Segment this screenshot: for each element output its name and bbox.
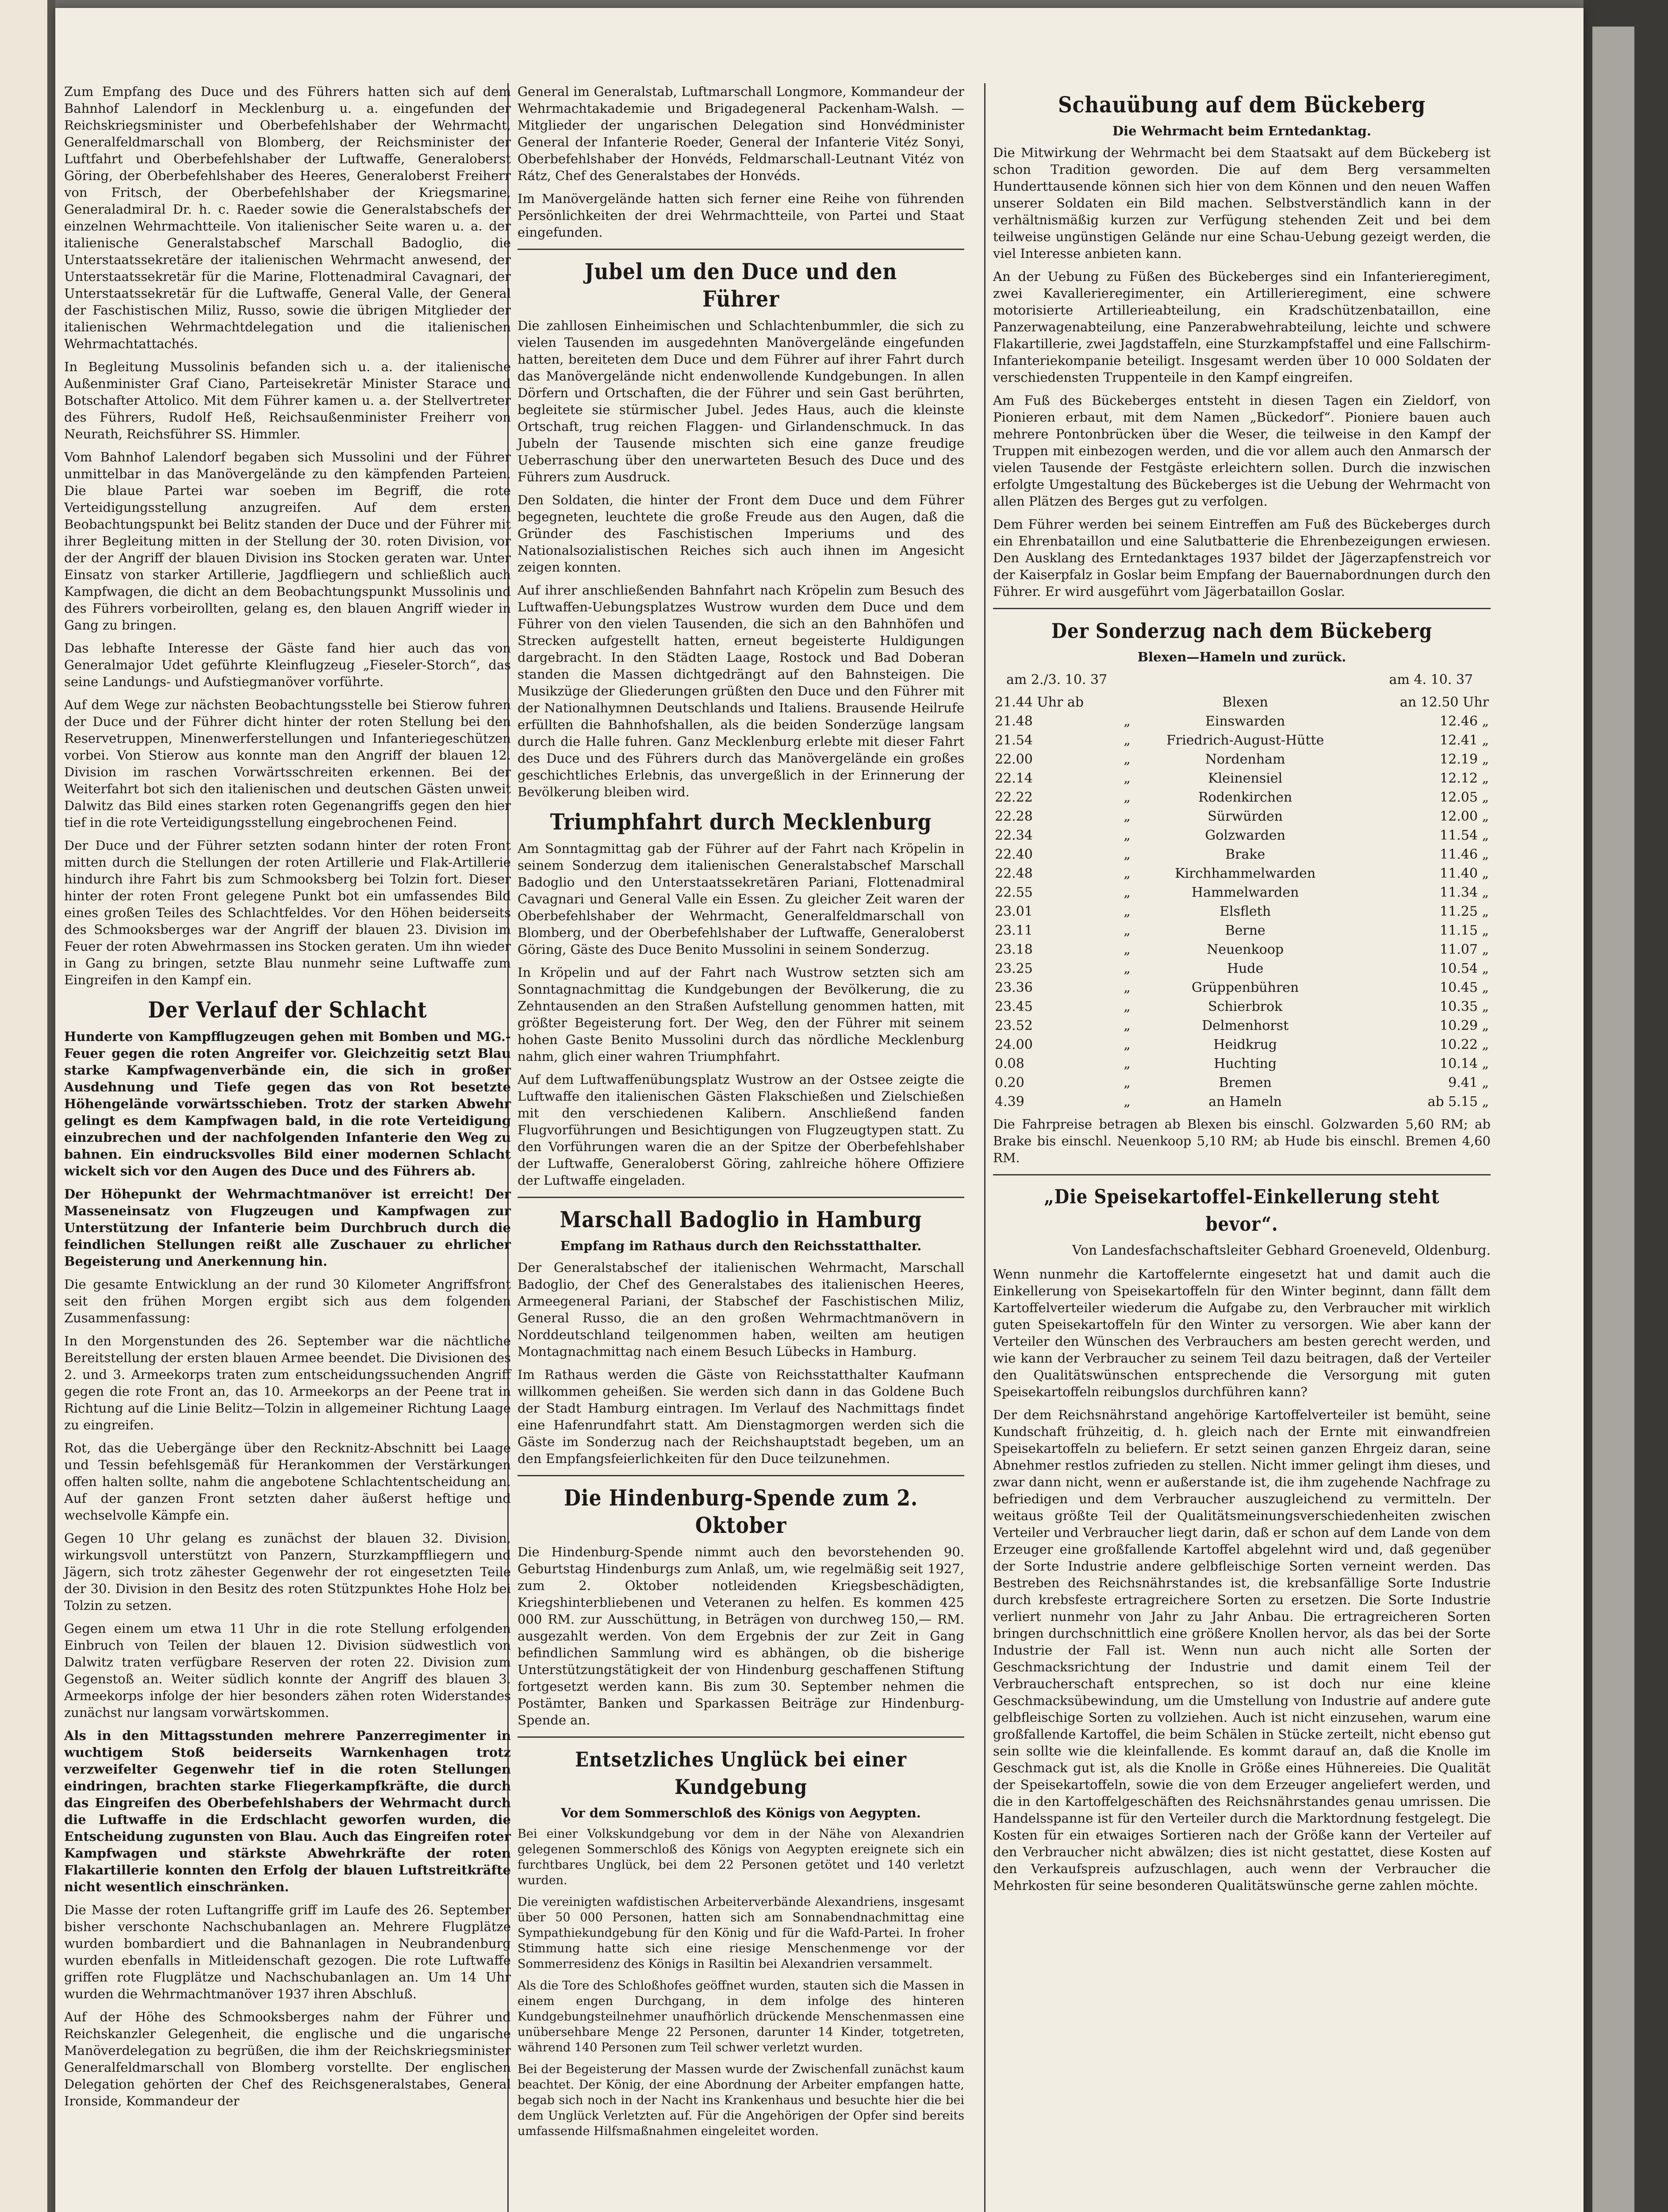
article-paragraph: Als in den Mittagsstunden mehrere Panzerregimenter in wuchtigem Stoß beiderseits Warnkenhagen trotz verzweifelter Gegenwehr tief in die roten Stellungen eindringen, brachten starke Fliegerkampfkräfte, die durch das Eingreifen des Oberbefehlshabers der Wehrmacht durch die Luftwaffe in die Erdschlacht geworfen wurden, die Entscheidung zugunsten von Blau. Auch das Eingreifen roter Kampfwagen und stärkste Abwehrkräfte der roten Flakartillerie konnten den Erfolg der blauen Luftstreitkräfte nicht wesentlich einschränken. — [64, 1728, 511, 1894]
ditto-mark: „ — [1124, 809, 1131, 824]
return-time: 11.46 „ — [1440, 847, 1489, 862]
section-subheading: Vor dem Sommerschloß des Königs von Aegypten. — [561, 1805, 921, 1820]
return-time: 9.41 „ — [1448, 1075, 1489, 1091]
station-name: Rodenkirchen — [1198, 790, 1292, 805]
article-paragraph: Die zahllosen Einheimischen und Schlachtenbummler, die sich zu vielen Tausenden im ausgedehnten Manövergelände eingefunden hatten, bereiteten dem Duce und dem Führer auf ihrer Fahrt durch das Manövergelände nicht endenwollende Kundgebungen. In allen Dörfern und Ortschaften, die der Führer und sein Gast berührten, begleitete sie stürmischer Jubel. Jedes Haus, auch die kleinste Ortschaft, trug reichen Flaggen- und Girlandenschmuck. In das Jubeln der Tausende mischten sich eine ganze freudige Ueberraschung über den unerwarteten Besuch des Duce und des Führers zum Ausdruck. — [518, 318, 964, 484]
station-name: Blexen — [1222, 695, 1268, 710]
timetable-row — [993, 997, 1491, 1016]
departure-time: 22.34 — [995, 828, 1033, 843]
timetable-header-row — [993, 670, 1491, 693]
return-time: an 12.50 Uhr — [1400, 695, 1489, 710]
article-paragraph: In den Morgenstunden des 26. September war die nächtliche Bereitstellung der ersten blauen Armee beendet. Die Divisionen des 2. und 3. Armeekorps traten zum entscheidungssuchenden Angriff gegen die rote Front an, das 10. Armeekorps an der Peene trat in Richtung auf die Linie Belitz—Tolzin in allgemeiner Richtung Laage zu eingreifen. — [64, 1333, 511, 1432]
departure-time: 22.48 — [995, 866, 1033, 881]
ditto-mark: „ — [1124, 1056, 1131, 1071]
timetable-row — [993, 807, 1491, 826]
return-time: 11.40 „ — [1440, 866, 1489, 881]
station-name: Einswarden — [1205, 714, 1285, 729]
return-time: 10.14 „ — [1440, 1056, 1489, 1071]
station-name: Hammelwarden — [1191, 885, 1299, 900]
ditto-mark: „ — [1124, 1094, 1131, 1110]
return-time: 11.34 „ — [1440, 885, 1489, 900]
section-rule — [518, 249, 964, 250]
train-timetable — [993, 670, 1491, 1111]
column-3 — [993, 83, 1491, 1900]
article-paragraph: Im Rathaus werden die Gäste von Reichsstatthalter Kaufmann willkommen geheißen. Sie werden sich dann in das Goldene Buch der Stadt Hamburg eintragen. Im Verlauf des Nachmittags findet eine Hafenrundfahrt statt. Am Dienstagmorgen werden sich die Gäste im Sonderzug nach der Reichshauptstadt begeben, um an den Empfangsfeierlichkeiten für den Duce teilzunehmen. — [518, 1367, 964, 1466]
departure-time: 22.28 — [995, 809, 1033, 824]
station-name: Friedrich-August-Hütte — [1166, 733, 1324, 748]
departure-time: 22.14 — [995, 771, 1033, 786]
ditto-mark: „ — [1124, 847, 1131, 862]
departure-time: 21.44 Uhr ab — [995, 695, 1084, 710]
timetable-row — [993, 769, 1491, 788]
station-name: Kleinensiel — [1208, 771, 1283, 786]
return-time: 10.54 „ — [1440, 961, 1489, 976]
article-paragraph: Bei einer Volkskundgebung vor dem in der Nähe von Alexandrien gelegenen Sommerschloß des Königs von Aegypten ereignete sich ein furchtbares Unglück, bei dem 22 Personen getötet und 140 verletzt wurden. — [518, 1827, 964, 1887]
article-paragraph: Zum Empfang des Duce und des Führers hatten sich auf dem Bahnhof Lalendorf in Mecklenburg u. a. eingefunden der Reichskriegsminister und Oberbefehlshaber der Wehrmacht, Generalfeldmarschall von Blomberg, der Reichsminister der Luftfahrt und Oberbefehlshaber der Luftwaffe, Generaloberst Göring, der Oberbefehlshaber des Heeres, Generaloberst Freiherr von Fritsch, der Oberbefehlshaber der Kriegsmarine, Generaladmiral Dr. h. c. Raeder sowie die Generalstabschefs der einzelnen Wehrmachtteile. Von italienischer Seite waren u. a. der italienische Generalstabschef Marschall Badoglio, die Unterstaatssekretäre der italienischen Wehrmacht anwesend, der Unterstaatssekretär für die Marine, Flottenadmiral Cavagnari, der Unterstaatssekretär für die Luftwaffe, General Valle, der General der Faschistischen Miliz, Russo, sowie die übrigen Mitglieder der italienischen Wehrmachtdelegation und die italienischen Wehrmachtattachés. — [64, 84, 511, 351]
column-2 — [518, 83, 964, 2145]
return-time: 12.19 „ — [1440, 752, 1489, 767]
departure-time: 23.18 — [995, 942, 1033, 957]
article-paragraph: An der Uebung zu Füßen des Bückeberges sind ein Infanterieregiment, zwei Kavallerieregimenter, ein Artillerieregiment, eine schwere motorisierte Artillerieabteilung, ein Kradschützenbataillon, eine Panzerwagenabteilung, eine Panzerabwehrabteilung, leichte und schwere Flakartillerie, zwei Jagdstaffeln, eine Sturzkampfstaffel und eine Fallschirm-Infanteriekompanie beteiligt. Insgesamt werden über 10 000 Soldaten der verschiedensten Truppenteile in den Kampf eingreifen. — [993, 269, 1491, 385]
ditto-mark: „ — [1124, 885, 1131, 900]
timetable-row — [993, 1054, 1491, 1073]
column-rule — [984, 83, 985, 2212]
article-paragraph: In Begleitung Mussolinis befanden sich u. a. der italienische Außenminister Graf Ciano, Parteisekretär Minister Starace und Botschafter Attolico. Mit dem Führer kamen u. a. der Stellvertreter des Führers, Rudolf Heß, Reichsaußenminister Freiherr von Neurath, Reichsführer SS. Himmler. — [64, 359, 511, 442]
article-paragraph: Bei der Begeisterung der Massen wurde der Zwischenfall zunächst kaum beachtet. Der König, der eine Abordnung der Arbeiter empfangen hatte, begab sich noch in der Nacht ins Krankenhaus und besuchte hier die bei dem Unglück Verletzten auf. Für die Angehörigen der Opfer sind bereits umfassende Hilfsmaßnahmen eingeleitet worden. — [518, 2062, 964, 2138]
column-1 — [64, 83, 511, 2116]
ditto-mark: „ — [1124, 961, 1131, 976]
station-name: Kirchhammelwarden — [1175, 866, 1316, 881]
article-paragraph: In Kröpelin und auf der Fahrt nach Wustrow setzten sich am Sonntagnachmittag die Kundgebungen der Bevölkerung, die zu Zehntausenden an den Straßen Aufstellung genommen hatten, mit größter Begeisterung fort. Der Weg, den der Führer mit seinem hohen Gaste Benito Mussolini durch das nördliche Mecklenburg nahm, glich einer wahren Triumphfahrt. — [518, 965, 964, 1064]
section-subheading: Blexen—Hameln und zurück. — [1137, 649, 1346, 664]
article-author: Von Landesfachschaftsleiter Gebhard Groeneveld, Oldenburg. — [1072, 1243, 1491, 1258]
newspaper-page — [55, 8, 1584, 2212]
book-binding-edge — [1584, 0, 1668, 2212]
article-paragraph: Auf ihrer anschließenden Bahnfahrt nach Kröpelin zum Besuch des Luftwaffen-Uebungsplatzes Wustrow wurden dem Duce und dem Führer von den vielen Tausenden, die sich an den Bahnhöfen und Strecken aufgestellt hatten, erneut begeisterte Huldigungen dargebracht. In den Städten Laage, Rostock und Bad Doberan standen die Massen dichtgedrängt auf den Bahnsteigen. Die Musikzüge der Gliederungen grüßten den Duce und den Führer mit der Nationalhymnen Deutschlands und Italiens. Brausende Heilrufe erfüllten die Bahnhofshallen, als die beiden Sonderzüge langsam durch die Halle fuhren. Ganz Mecklenburg erlebte mit dieser Fahrt des Duce und des Führers durch das Manövergelände ein großes geschichtliches Erlebnis, das unvergeßlich in der Erinnerung der Bevölkerung bleiben wird. — [518, 583, 964, 799]
section-heading: Der Verlauf der Schlacht — [148, 997, 427, 1023]
timetable-row — [993, 864, 1491, 883]
section-heading: Schauübung auf dem Bückeberg — [1058, 92, 1426, 118]
article-paragraph: Auf der Höhe des Schmooksberges nahm der Führer und Reichskanzler Gelegenheit, die englische und die ungarische Manöverdelegation zu begrüßen, die ihm der Reichskriegsminister Generalfeldmarschall von Blomberg vorstellte. Der englischen Delegation gehörten der Chef des Reichsgeneralstabes, General Ironside, Kommandeur der — [64, 2009, 511, 2108]
departure-time: 4.39 — [995, 1094, 1024, 1110]
station-name: Nordenham — [1205, 752, 1285, 767]
ditto-mark: „ — [1124, 923, 1131, 938]
article-paragraph: Vom Bahnhof Lalendorf begaben sich Mussolini und der Führer unmittelbar in das Manövergelände zu den kämpfenden Parteien. Die blaue Partei war soeben im Begriff, die rote Verteidigungsstellung anzugreifen. Auf dem ersten Beobachtungspunkt bei Belitz standen der Duce und der Führer mit ihrer Begleitung mitten in der Stellung der 30. roten Division, vor der der Angriff der blauen Division ins Stocken geraten war. Unter Einsatz von starker Artillerie, Jagdfliegern und schließlich auch Kampfwagen, die dicht an dem Beobachtungspunkt Mussolinis und des Führers vorbeirollten, gelang es, den blauen Angriff wieder in Gang zu bringen. — [64, 449, 511, 633]
timetable-row — [993, 845, 1491, 864]
article-paragraph: Die Mitwirkung der Wehrmacht bei dem Staatsakt auf dem Bückeberg ist schon Tradition geworden. Die auf dem Berg versammelten Hunderttausende können sich hier von dem Können und den neuen Waffen unserer Soldaten ein Bild machen. Selbstverständlich kann in der verhältnismäßig kurzen zur Verfügung stehenden Zeit und bei dem teilweise ungünstigen Gelände nur eine Schau-Uebung gezeigt werden, die viel Interesse anbieten kann. — [993, 145, 1491, 261]
departure-time: 21.48 — [995, 714, 1033, 729]
ditto-mark: „ — [1124, 866, 1131, 881]
departure-time: 21.54 — [995, 733, 1033, 748]
departure-time: 22.00 — [995, 752, 1033, 767]
departure-time: 23.45 — [995, 999, 1033, 1014]
station-name: Heidkrug — [1213, 1037, 1277, 1052]
station-name: Schierbrok — [1208, 999, 1283, 1014]
article-paragraph: Im Manövergelände hatten sich ferner eine Reihe von führenden Persönlichkeiten der drei Wehrmachtteile, von Partei und Staat eingefunden. — [518, 191, 964, 240]
adjacent-page-edge — [0, 0, 55, 2212]
station-name: Hude — [1227, 961, 1264, 976]
timetable-row — [993, 940, 1491, 959]
timetable-row — [993, 1092, 1491, 1111]
article-paragraph: Die vereinigten wafdistischen Arbeiterverbände Alexandriens, insgesamt über 50 000 Personen, hatten sich am Sonnabendnachmittag eine Sympathiekundgebung für den König und für die Wafd-Partei. In froher Stimmung hatte sich eine riesige Menschenmenge vor der Sommerresidenz des Königs in Rasiltin bei Alexandrien versammelt. — [518, 1895, 964, 1971]
departure-time: 23.36 — [995, 980, 1033, 995]
article-paragraph: Der Generalstabschef der italienischen Wehrmacht, Marschall Badoglio, der Chef des Generalstabes des italienischen Heeres, Armeegeneral Pariani, der Stabschef der Faschistischen Miliz, General Russo, die an den großen Wehrmachtmanövern in Norddeutschland teilgenommen haben, weilten am heutigen Montagnachmittag nach einem Besuch Lübecks in Hamburg. — [518, 1260, 964, 1359]
section-heading: „Die Speisekartoffel-Einkellerung steht bevor“. — [1044, 1186, 1440, 1236]
departure-time: 22.55 — [995, 885, 1033, 900]
article-paragraph: Auf dem Wege zur nächsten Beobachtungsstelle bei Stierow fuhren der Duce und der Führer dicht hinter der roten Stellung bei den Reservetruppen, Minenwerferstellungen und Infanteriegeschützen vorbei. Von Stierow aus konnte man den Angriff der blauen 12. Division im raschen Vorwärtsschreiten erkennen. Bei der Weiterfahrt bot sich den italienischen und deutschen Gästen unweit Dalwitz das Bild eines starken roten Gegenangriffs gegen den hier tief in die rote Verteidigungsstellung eingebrochenen Feind. — [64, 697, 511, 830]
section-heading: Die Hindenburg-Spende zum 2. Oktober — [564, 1485, 918, 1538]
return-time: 12.41 „ — [1440, 733, 1489, 748]
station-name: Neuenkoop — [1207, 942, 1284, 957]
timetable-row — [993, 978, 1491, 997]
timetable-row — [993, 731, 1491, 750]
return-time: 10.35 „ — [1440, 999, 1489, 1014]
return-date: am 4. 10. 37 — [1389, 672, 1473, 687]
article-paragraph: Als die Tore des Schloßhofes geöffnet wurden, stauten sich die Massen in einem engen Durchgang, in dem infolge des hinteren Kundgebungsteilnehmer unaufhörlich drückende Menschenmassen eine unübersehbare Menge 22 Personen, darunter 14 Kinder, totgetreten, während 140 Personen zum Teil schwer verletzt wurden. — [518, 1979, 964, 2055]
timetable-row — [993, 959, 1491, 978]
departure-time: 23.52 — [995, 1018, 1033, 1033]
ditto-mark: „ — [1124, 999, 1131, 1014]
article-paragraph: Den Soldaten, die hinter der Front dem Duce und dem Führer begegneten, leuchtete die große Freude aus den Augen, daß die Gründer des Faschistischen Imperiums und des Nationalsozialistischen Reiches sich auch ihnen im Angesicht zeigen konnten. — [518, 492, 964, 575]
return-time: 12.12 „ — [1440, 771, 1489, 786]
ditto-mark — [1116, 693, 1138, 712]
section-subheading: Die Wehrmacht beim Erntedanktag. — [1112, 123, 1372, 138]
departure-time: 23.01 — [995, 904, 1033, 919]
timetable-body — [993, 693, 1491, 1111]
timetable-row — [993, 712, 1491, 731]
ditto-mark: „ — [1124, 1075, 1131, 1091]
article-paragraph: Hunderte von Kampfflugzeugen gehen mit Bomben und MG.-Feuer gegen die roten Angreifer vor. Gleichzeitig setzt Blau starke Kampfwagenverbände ein, die sich in großer Ausdehnung und Tiefe gegen das von Rot besetzte Höhengelände vorwärtsschieben. Trotz der starken Abwehr gelingt es dem Kampfwagen bald, in die rote Verteidigung einzubrechen und der nachfolgenden Infanterie den Weg zu bahnen. Ein eindrucksvolles Bild einer modernen Schlacht wickelt sich vor den Augen des Duce und des Führers ab. — [64, 1029, 511, 1179]
station-name: Huchting — [1214, 1056, 1277, 1071]
outbound-date: am 2./3. 10. 37 — [1006, 672, 1108, 687]
timetable-row — [993, 750, 1491, 769]
article-paragraph: Die Hindenburg-Spende nimmt auch den bevorstehenden 90. Geburtstag Hindenburgs zum Anlaß, um, wie regelmäßig seit 1927, zum 2. Oktober notleidenden Kriegsbeschädigten, Kriegshinterbliebenen und Veteranen zu helfen. Es kommen 425 000 RM. zur Ausschüttung, in Beträgen von durchweg 150,— RM. ausgezahlt werden. Von dem Ergebnis der zur Zeit in Gang befindlichen Sammlung wird es abhängen, ob die bisherige Unterstützungstätigkeit der von Hindenburg geschaffenen Stiftung fortgesetzt werden kann. Bis zum 30. September nehmen die Postämter, Banken und Sparkassen Beiträge zur Hindenburg-Spende an. — [518, 1544, 964, 1728]
return-time: 12.05 „ — [1440, 790, 1489, 805]
return-time: 12.00 „ — [1440, 809, 1489, 824]
article-paragraph: Die gesamte Entwicklung an der rund 30 Kilometer Angriffsfront seit den frühen Morgen ergibt sich aus dem folgenden Zusammenfassung: — [64, 1277, 511, 1325]
article-paragraph: Rot, das die Uebergänge über den Recknitz-Abschnitt bei Laage und Tessin befehlsgemäß für Herankommen der Verstärkungen offen halten sollte, nahm die angebotene Schlachtentscheidung an. Auf der ganzen Front setzten daher äußerst heftige und wechselvolle Kämpfe ein. — [64, 1440, 511, 1523]
article-paragraph: Das lebhafte Interesse der Gäste fand hier auch das von Generalmajor Udet geführte Kleinflugzeug „Fieseler-Storch“, das seine Landungs- und Aufstiegmanöver vorführte. — [64, 641, 511, 689]
return-time: 10.45 „ — [1440, 980, 1489, 995]
section-heading: Entsetzliches Unglück bei einer Kundgebung — [575, 1747, 907, 1799]
departure-time: 24.00 — [995, 1037, 1033, 1052]
station-name: Berne — [1225, 923, 1265, 938]
return-time: ab 5.15 „ — [1427, 1094, 1489, 1110]
ditto-mark: „ — [1124, 733, 1131, 748]
article-paragraph: Dem Führer werden bei seinem Eintreffen am Fuß des Bückeberges durch ein Ehrenbataillon und eine Salutbatterie die Ehrenbezeigungen erwiesen. Den Ausklang des Erntedanktages 1937 bildet der Jägerzapfenstreich vor der Kaiserpfalz in Goslar beim Empfang der Bauernabordnungen durch den Führer. Er wird ausgeführt vom Jägerbataillon Goslar. — [993, 517, 1491, 599]
departure-time: 23.25 — [995, 961, 1033, 976]
article-paragraph: Am Fuß des Bückeberges entsteht in diesen Tagen ein Zieldorf, von Pionieren erbaut, mit dem Namen „Bückedorf“. Pioniere bauen auch mehrere Pontonbrücken über die Weser, die teilweise in den Kampf der Truppen mit einbezogen werden, und die vor allem auch den Anmarsch der vielen Tausende der Festgäste erleichtern sollen. Durch die inzwischen erfolgte Umgestaltung des Bückeberges ist die Uebung der Wehrmacht von allen Plätzen des Berges gut zu verfolgen. — [993, 393, 1491, 509]
departure-time: 23.11 — [995, 923, 1033, 938]
return-time: 11.07 „ — [1440, 942, 1489, 957]
section-heading: Der Sonderzug nach dem Bückeberg — [1051, 619, 1432, 643]
ditto-mark: „ — [1124, 714, 1131, 729]
article-paragraph: Wenn nunmehr die Kartoffelernte eingesetzt hat und damit auch die Einkellerung von Speisekartoffeln für den Winter beginnt, dann fällt dem Kartoffelverteiler wiederum die Aufgabe zu, den Verbraucher mit wirklich guten Speisekartoffeln für den Winter zu versorgen. Wie aber kann der Verteiler den Wünschen des Verbrauchers am besten gerecht werden, und wie kann der Verbraucher zu seinem Teil dazu beitragen, daß der Verteiler den Qualitätswünschen entsprechende die Versorgung mit guten Speisekartoffeln reibungslos durchführen kann? — [993, 1267, 1491, 1399]
departure-time: 22.40 — [995, 847, 1033, 862]
article-paragraph: Gegen einem um etwa 11 Uhr in die rote Stellung erfolgenden Einbruch von Teilen der blauen 12. Division südwestlich von Dalwitz traten verfügbare Reserven der roten 22. Division zum Gegenstoß an. Weiter südlich konnte der Angriff des blauen 3. Armeekorps infolge der hier besonders zähen roten Widerstandes zunächst nur langsam vorwärtskommen. — [64, 1621, 511, 1720]
departure-time: 0.08 — [995, 1056, 1024, 1071]
return-time: 11.15 „ — [1440, 923, 1489, 938]
article-paragraph: Der dem Reichsnährstand angehörige Kartoffelverteiler ist bemüht, seine Kundschaft frühzeitig, d. h. gleich nach der Ernte mit einwandfreien Speisekartoffeln zu beliefern. Er setzt seinen ganzen Ehrgeiz daran, seine Abnehmer restlos zufrieden zu stellen. Nicht immer gelingt ihm dieses, und zwar dann nicht, wenn er außerstande ist, die ihm zugehende Nachfrage zu befriedigen und dem Verbraucher auszugleichend zu vermitteln. Der weitaus größte Teil der Qualitätsmeinungsverschiedenheiten zwischen Verteiler und Verbraucher liegt darin, daß er schon auf dem Lande von dem Erzeuger eine großfallende Kartoffel abgelehnt wird und, daß gegenüber der Sorte Industrie andere gelbfleischige Sorten verneint werden. Das Bestreben des Reichsnährstandes ist, die krebsanfällige Sorte Industrie durch krebsfeste ertragreichere Sorten zu ersetzen. Die Sorte Industrie verliert nunmehr von Jahr zu Jahr Anbau. Die ertragreicheren Sorten bringen durchschnittlich eine größere Knollen hervor, als das bei der Sorte Industrie der Fall ist. Wenn nun auch nicht alle Sorten der Geschmacksrichtung der Industrie und damit einem Teil der Verbraucherschaft entsprechen, so ist doch nur eine kleine Geschmacksübewindung, um die Umstellung von Industrie auf andere gute gelbfleischige Sorten zu vollziehen. Auch ist nicht einzusehen, warum eine großfallende Kartoffel, die beim Schälen in Stücke zerteilt, nicht ebenso gut sein sollte wie die kleinfallende. Es kommt darauf an, daß die Knolle im Geschmack gut ist, als die Knolle in Größe eines Hühnereies. Die Qualität der Speisekartoffeln, sowie die von dem Erzeuger angeliefert werden, und die in den Kartoffelgeschäften des Reichsnährstandes genau umrissen. Die Handelsspanne ist für den Verteiler durch die Marktordnung festgelegt. Die Kosten für ein etwaiges Sortieren nach der Größe kann der Verteiler auf den Verbraucher nicht abwälzen; dies ist nicht gestattet, diese Kosten auf den Verkaufspreis aufzuschlagen, auch wenn der Verbraucher die Mehrkosten für seine besonderen Qualitätswünsche gerne zahlen möchte. — [993, 1407, 1491, 1893]
ditto-mark: „ — [1124, 980, 1131, 995]
ditto-mark: „ — [1124, 752, 1131, 767]
ditto-mark: „ — [1124, 1037, 1131, 1052]
section-rule — [518, 1475, 964, 1476]
timetable-row — [993, 902, 1491, 921]
section-subheading: Empfang im Rathaus durch den Reichsstatthalter. — [560, 1238, 922, 1253]
article-paragraph: Die Masse der roten Luftangriffe griff im Laufe des 26. September bisher verschonte Nachschubanlagen an. Mehrere Flugplätze wurden bombardiert und die Bahnanlagen in Neubrandenburg wurden ebenfalls in Mitleidenschaft gezogen. Die rote Luftwaffe griffen rote Flugplätze und Nachschubanlagen an. Um 14 Uhr wurden die Wehrmachtmanöver 1937 ihren Abschluß. — [64, 1902, 511, 2001]
timetable-row — [993, 921, 1491, 940]
station-name: Delmenhorst — [1202, 1018, 1289, 1033]
section-heading: Triumphfahrt durch Mecklenburg — [550, 809, 932, 835]
return-time: 10.22 „ — [1440, 1037, 1489, 1052]
ditto-mark: „ — [1124, 942, 1131, 957]
ditto-mark: „ — [1124, 1018, 1131, 1033]
article-paragraph: Am Sonntagmittag gab der Führer auf der Fahrt nach Kröpelin in seinem Sonderzug dem italienischen Generalstabschef Marschall Badoglio und den Unterstaatssekretären Pariani, Flottenadmiral Cavagnari und General Valle ein Essen. Zu gleicher Zeit waren der Oberbefehlshaber der Wehrmacht, Generalfeldmarschall von Blomberg, und der Oberbefehlshaber der Luftwaffe, Generaloberst Göring, Gäste des Duce Benito Mussolini in seinem Sonderzug. — [518, 841, 964, 957]
ditto-mark: „ — [1124, 828, 1131, 843]
timetable-row — [993, 826, 1491, 845]
section-rule — [518, 1736, 964, 1738]
station-name: Sürwürden — [1208, 809, 1283, 824]
return-time: 11.25 „ — [1440, 904, 1489, 919]
station-name: Grüppenbühren — [1191, 980, 1299, 995]
return-time: 10.29 „ — [1440, 1018, 1489, 1033]
station-name: an Hameln — [1208, 1094, 1282, 1110]
section-rule — [993, 1174, 1491, 1175]
article-paragraph: Gegen 10 Uhr gelang es zunächst der blauen 32. Division, wirkungsvoll unterstützt von Panzern, Sturzkampffliegern und Jägern, sich trotz zähester Gegenwehr der rot eingesetzten Teile der 30. Division in den Besitz des roten Stützpunktes Hohe Holz bei Tolzin zu setzen. — [64, 1531, 511, 1613]
timetable-row — [993, 693, 1491, 712]
departure-time: 22.22 — [995, 790, 1033, 805]
section-heading: Marschall Badoglio in Hamburg — [560, 1206, 922, 1233]
section-heading: Jubel um den Duce und den Führer — [584, 258, 897, 312]
timetable-row — [993, 1016, 1491, 1035]
section-rule — [993, 608, 1491, 609]
station-name: Golzwarden — [1205, 828, 1285, 843]
ditto-mark: „ — [1124, 790, 1131, 805]
timetable-row — [993, 788, 1491, 807]
departure-time: 0.20 — [995, 1075, 1024, 1091]
station-name: Brake — [1225, 847, 1265, 862]
station-name: Bremen — [1219, 1075, 1272, 1091]
page-stack-edge — [1592, 27, 1634, 2212]
article-paragraph: Der Höhepunkt der Wehrmachtmanöver ist erreicht! Der Masseneinsatz von Flugzeugen und Kampfwagen zur Unterstützung der Infanterie beim Durchbruch durch die feindlichen Stellungen reißt alle Zuschauer zu ehrlicher Begeisterung und Anerkennung hin. — [64, 1187, 511, 1269]
return-time: 12.46 „ — [1440, 714, 1489, 729]
timetable-row — [993, 1035, 1491, 1054]
station-name: Elsfleth — [1219, 904, 1271, 919]
section-rule — [518, 1197, 964, 1198]
article-paragraph: Auf dem Luftwaffenübungsplatz Wustrow an der Ostsee zeigte die Luftwaffe den italienischen Gästen Flakschießen und Zielschießen mit den verschiedenen Kalibern. Anschließend fanden Flugvorführungen und Besichtigungen von Flugzeugtypen statt. Zu den Vorführungen waren die an der Spitze der Oberbefehlshaber der Luftwaffe, Generaloberst Göring, zahlreiche höhere Offiziere der Luftwaffe eingeladen. — [518, 1072, 964, 1188]
return-time: 11.54 „ — [1440, 828, 1489, 843]
ditto-mark: „ — [1124, 904, 1131, 919]
timetable-row — [993, 1073, 1491, 1092]
article-paragraph: Der Duce und der Führer setzten sodann hinter der roten Front mitten durch die Stellungen der roten Artillerie und Flak-Artillerie hindurch ihre Fahrt bis zum Schmooksberg bei Tolzin fort. Dieser hinter der roten Front gelegene Punkt bot ein umfassendes Bild eines großen Teiles des Schlachtfeldes. Vor den Höhen beiderseits des Schmooksberges war der Angriff der blauen 23. Division im Feuer der roten Abwehrmassen ins Stocken geraten. Um ihn wieder in Gang zu bringen, setzte Blau nunmehr seine Luftwaffe zum Eingreifen in den Kampf ein. — [64, 838, 511, 987]
timetable-row — [993, 883, 1491, 902]
fare-note: Die Fahrpreise betragen ab Blexen bis einschl. Golzwarden 5,60 RM; ab Brake bis einschl. Neuenkoop 5,10 RM; ab Hude bis einschl. Bremen 4,60 RM. — [993, 1117, 1491, 1165]
ditto-mark: „ — [1124, 771, 1131, 786]
article-paragraph: General im Generalstab, Luftmarschall Longmore, Kommandeur der Wehrmachtakademie und Brigadegeneral Packenham-Walsh. — Mitglieder der ungarischen Delegation sind Honvédminister General der Infanterie Roeder, General der Infanterie Vitéz Sonyi, Oberbefehlshaber der Honvéds, Feldmarschall-Leutnant Vitéz von Rátz, Chef des Generalstabes der Honvéds. — [518, 84, 964, 183]
